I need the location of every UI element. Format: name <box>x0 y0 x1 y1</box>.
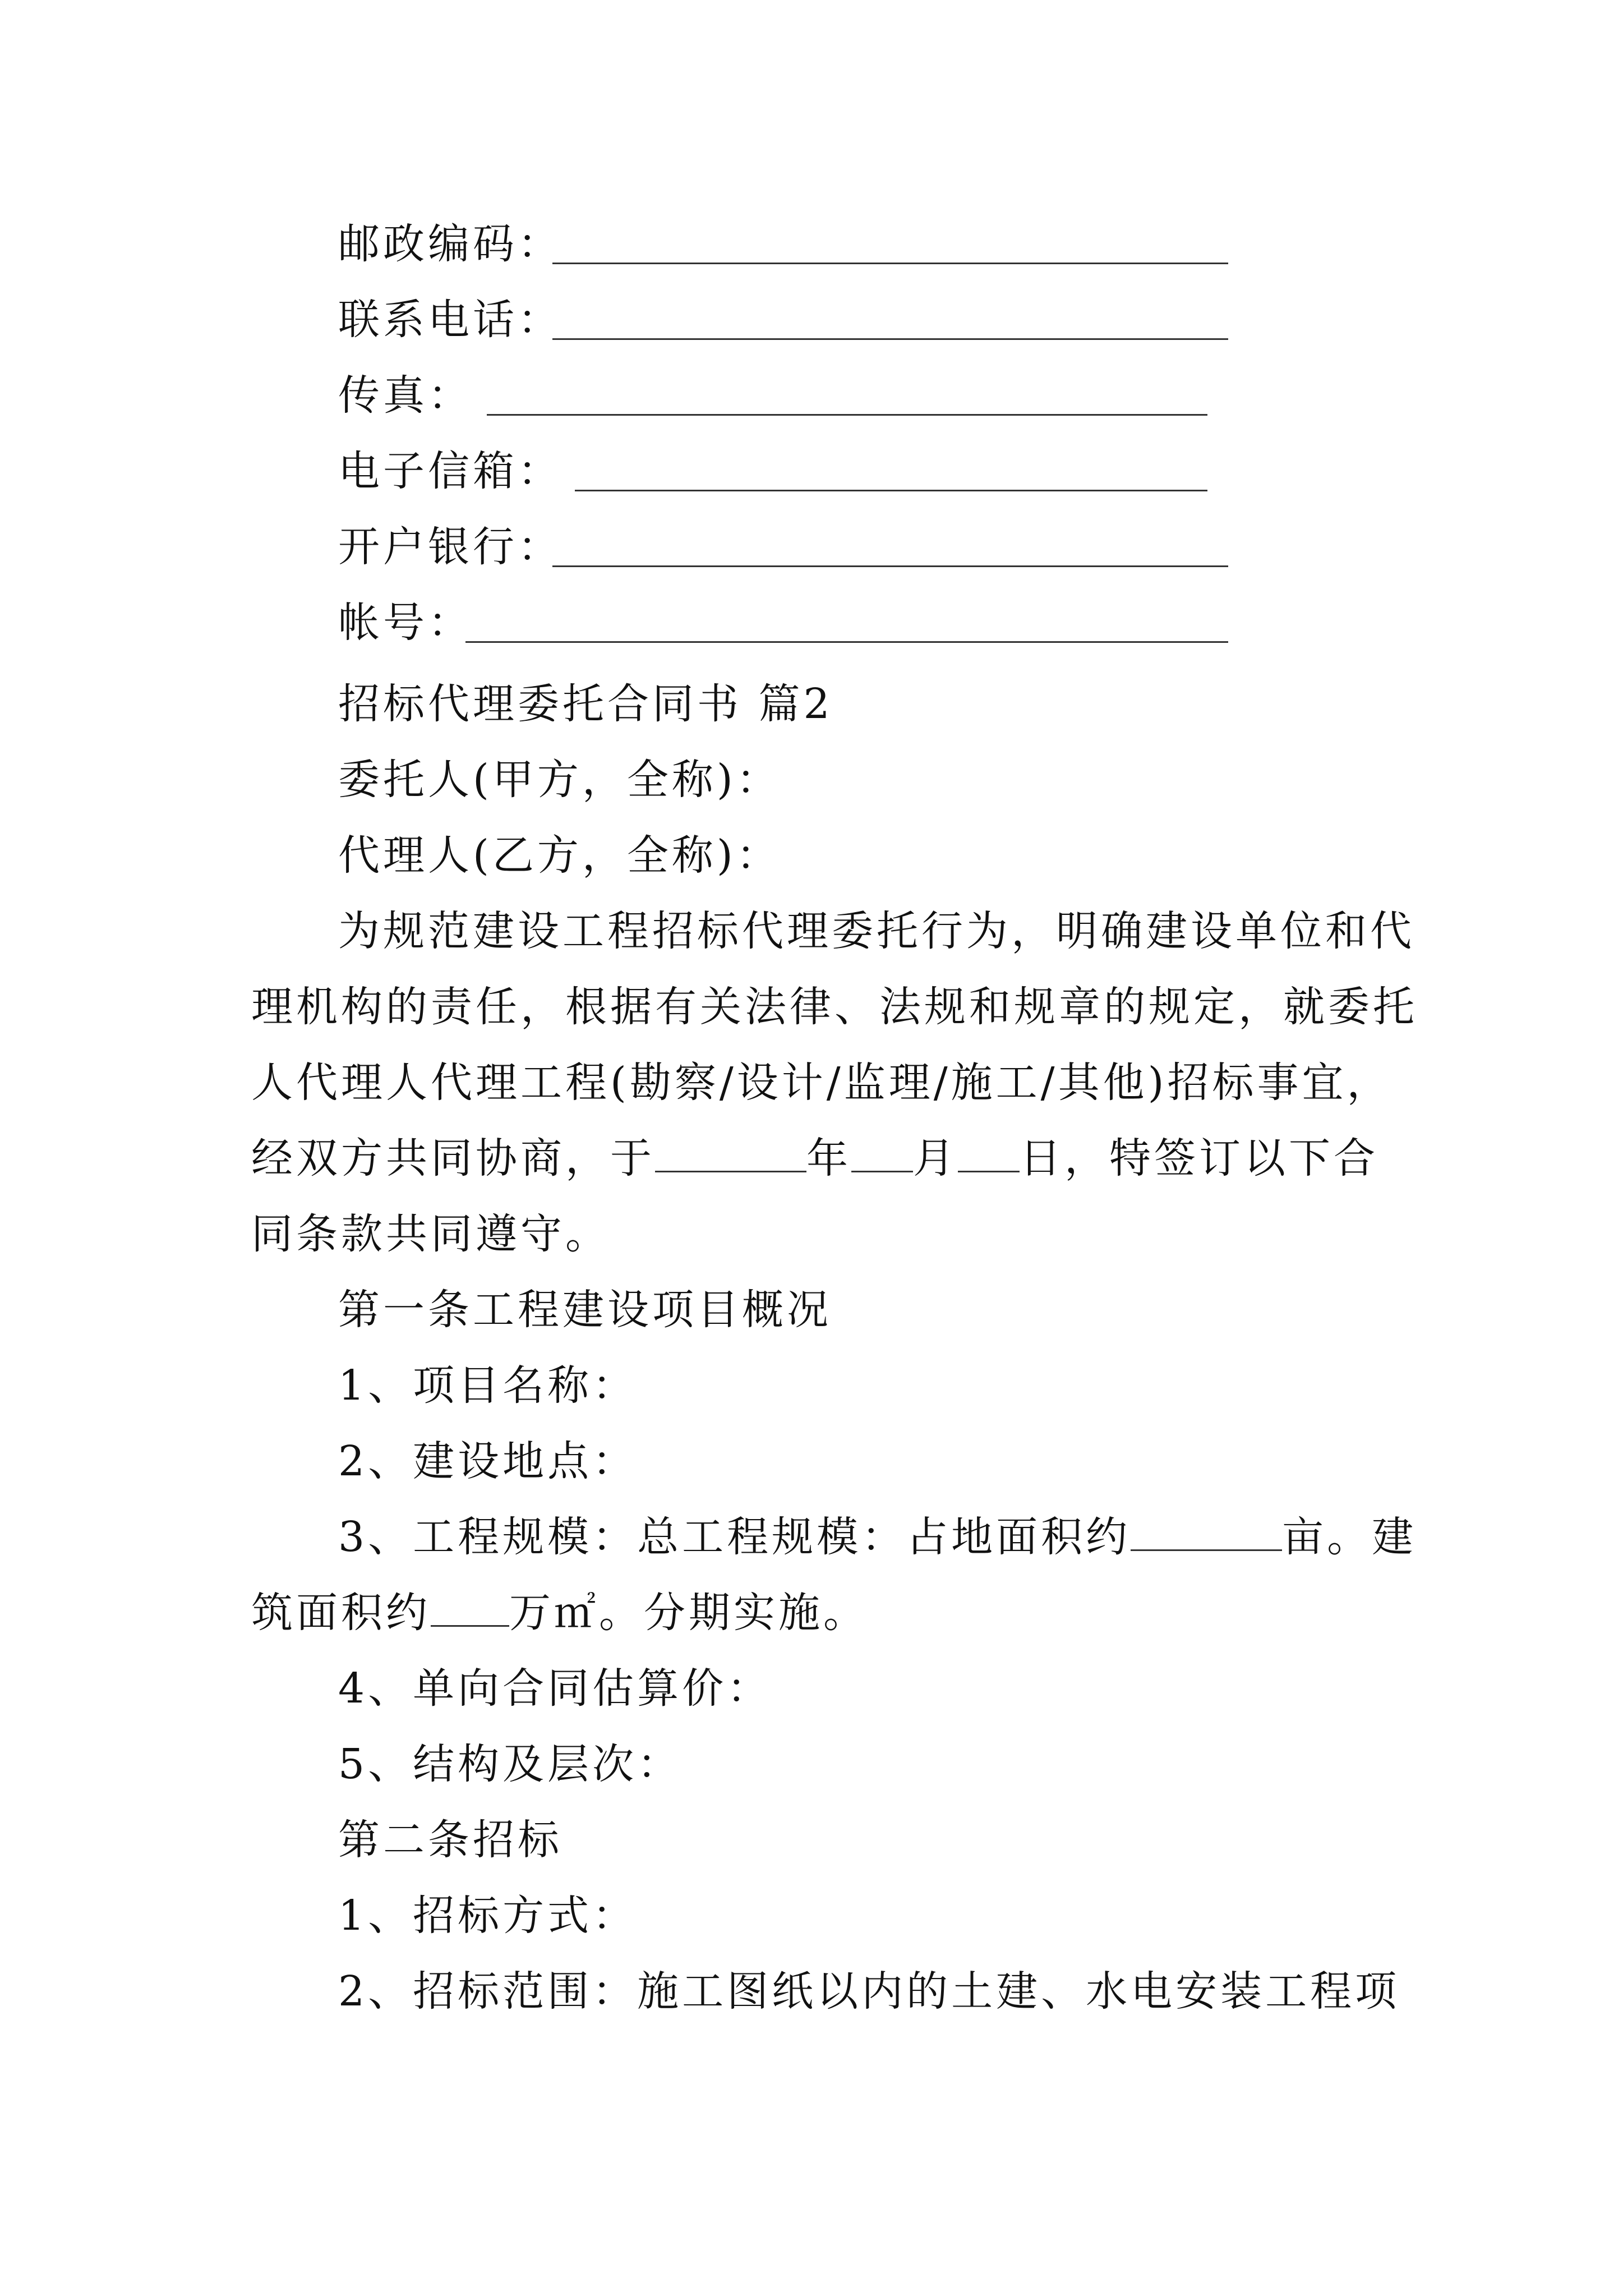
postal-code-label: 邮政编码： <box>338 220 562 268</box>
agent-line: 代理人(乙方，全称)： <box>338 831 781 880</box>
year-label: 年 <box>806 1134 851 1182</box>
building-area-unit: 万㎡。分期实施。 <box>509 1589 868 1637</box>
article-1-item-3 <box>338 1509 1417 1565</box>
email-underline <box>575 490 1207 491</box>
article-2-title: 第二条招标 <box>338 1816 562 1864</box>
article-1-item-3-cont <box>251 1585 868 1641</box>
article-2-item-2: 2、招标范围：施工图纸以内的土建、水电安装工程项 <box>338 1967 1400 2016</box>
bank-underline <box>552 565 1228 567</box>
article-1-item-1: 1、项目名称： <box>338 1361 638 1410</box>
month-blank <box>851 1131 913 1172</box>
article-1-title: 第一条工程建设项目概况 <box>338 1286 832 1334</box>
intro-line-1: 为规范建设工程招标代理委托行为，明确建设单位和代 <box>338 907 1415 955</box>
intro-line-4 <box>251 1130 1378 1186</box>
year-blank <box>655 1131 806 1172</box>
fax-label: 传真： <box>338 371 473 420</box>
bank-label: 开户银行： <box>338 523 562 571</box>
building-area-blank <box>431 1586 509 1627</box>
principal-line: 委托人(甲方，全称)： <box>338 756 781 804</box>
account-label: 帐号： <box>338 599 473 647</box>
building-area-label: 筑面积约 <box>251 1589 431 1637</box>
intro-line-3: 人代理人代理工程(勘察/设计/监理/施工/其他)招标事宜， <box>251 1059 1392 1107</box>
intro-line-5: 同条款共同遵守。 <box>251 1210 610 1258</box>
day-blank <box>958 1131 1020 1172</box>
intro-line-2: 理机构的责任，根据有关法律、法规和规章的规定，就委托 <box>251 983 1418 1031</box>
account-underline <box>465 641 1228 643</box>
article-1-item-3-start: 3、工程规模：总工程规模：占地面积约 <box>338 1513 1131 1561</box>
phone-underline <box>552 338 1228 340</box>
article-1-item-3-end: 亩。建 <box>1282 1513 1417 1561</box>
land-area-blank <box>1131 1510 1282 1551</box>
month-label: 月 <box>913 1134 958 1182</box>
article-2-item-1: 1、招标方式： <box>338 1892 638 1940</box>
article-1-item-2: 2、建设地点： <box>338 1437 638 1485</box>
section-title: 招标代理委托合同书 篇2 <box>338 680 833 728</box>
email-label: 电子信箱： <box>338 447 562 495</box>
intro-line-4-start: 经双方共同协商，于 <box>251 1134 655 1182</box>
postal-code-underline <box>552 263 1228 264</box>
intro-line-4-end: 日，特签订以下合 <box>1020 1134 1378 1182</box>
article-1-item-4: 4、单向合同估算价： <box>338 1664 772 1713</box>
phone-label: 联系电话： <box>338 296 562 344</box>
article-1-item-5: 5、结构及层次： <box>338 1740 683 1788</box>
fax-underline <box>487 414 1207 416</box>
